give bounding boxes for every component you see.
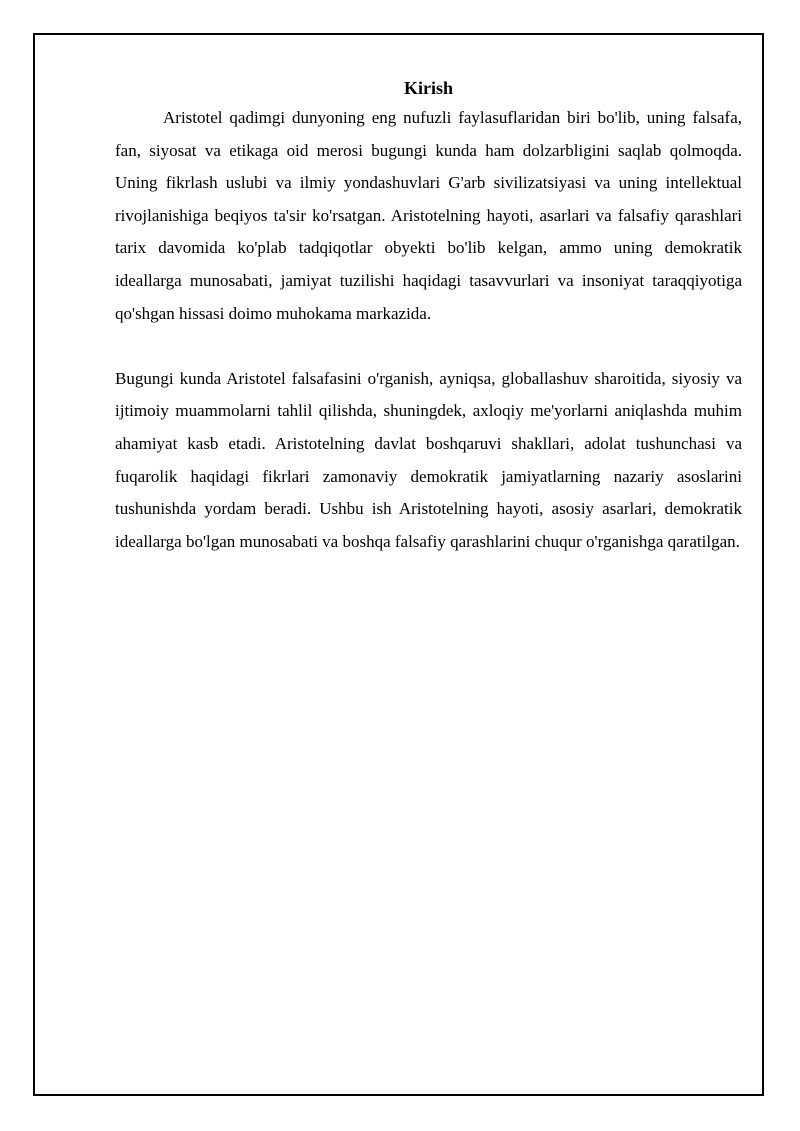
paragraph-intro: Aristotel qadimgi dunyoning eng nufuzli faylasuflaridan biri bo'lib, uning falsafa, fan, siyosat va etikaga oid merosi bugungi kunda ham dolzarbligini saqlab qolmoqda. Uning fikrlash uslubi va ilmiy yondashuvlari G'arb sivilizatsiyasi va uning intellektual rivojlanishiga beqiyos ta'sir ko'rsatgan. Aristotelning hayoti, asarlari va falsafiy qarashlari tarix davomida ko'plab tadqiqotlar obyekti bo'lib kelgan, ammo uning demokratik ideallarga munosabati, jamiyat tuzilishi haqidagi tasavvurlari va insoniyat taraqqiyotiga qo'shgan hissasi doimo muhokama markazida. bbox=[115, 108, 742, 323]
document-title: Kirish bbox=[403, 78, 453, 98]
document-body bbox=[115, 74, 742, 558]
paragraph-spacer bbox=[115, 330, 742, 363]
paragraph-second: Bugungi kunda Aristotel falsafasini o'rganish, ayniqsa, globallashuv sharoitida, siyosiy va ijtimoiy muammolarni tahlil qilishda, shuningdek, axloqiy me'yorlarni aniqlashda muhim ahamiyat kasb etadi. Aristotelning davlat boshqaruvi shakllari, adolat tushunchasi va fuqarolik haqidagi fikrlari zamonaviy demokratik jamiyatlarning nazariy asoslarini tushunishda yordam beradi. Ushbu ish Aristotelning hayoti, asosiy asarlari, demokratik ideallarga bo'lgan munosabati va boshqa falsafiy qarashlarini chuqur o'rganishga qaratilgan. bbox=[115, 368, 742, 551]
